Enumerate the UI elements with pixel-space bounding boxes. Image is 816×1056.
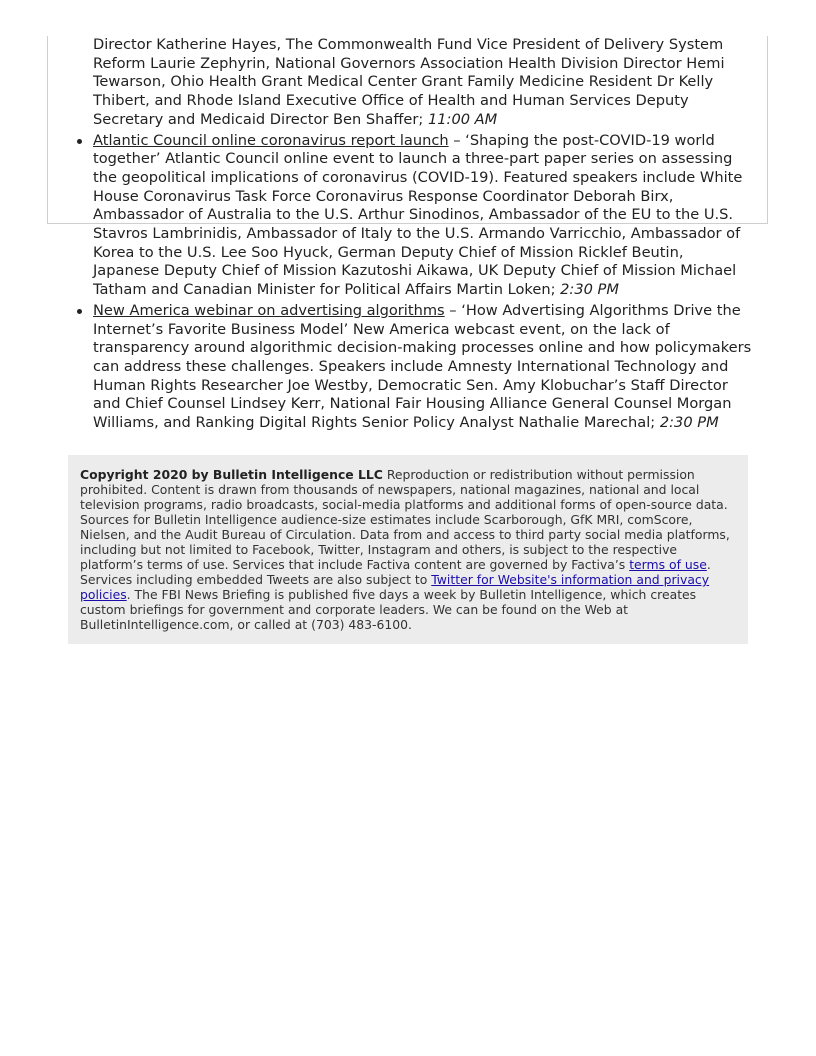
copyright-text: Reproduction or redistribution without permission prohibited. Content is drawn from thousands of newspapers, national magazines, national and local television programs, radio broadcasts, social-media platforms and additional forms of open-source data. Sources for Bulletin Intelligence audience-size estimates include Scarborough, GfK MRI, comScore, Nielsen, and the Audit Bureau of Circulation. Data from and access to third party social media platforms, including but not limited to Facebook, Twitter, Instagram and others, is subject to the respective platform’s terms of use. Services that include Factiva content are governed by Factiva’s — [80, 467, 730, 572]
event-link-atlantic-council[interactable]: Atlantic Council online coronavirus report launch — [93, 131, 449, 149]
event-list — [93, 36, 753, 435]
event-description: – ‘How Advertising Algorithms Drive the Internet’s Favorite Business Model’ New America webcast event, on the lack of transparency around algorithmic decision-making processes online and how policymakers can address these challenges. Speakers include Amnesty International Technology and Human Rights Researcher Joe Westby, Democratic Sen. Amy Klobuchar’s Staff Director and Chief Counsel Lindsey Kerr, National Fair Housing Alliance General Counsel Morgan Williams, and Ranking Digital Rights Senior Policy Analyst Nathalie Marechal; — [93, 301, 752, 432]
terms-of-use-link[interactable]: terms of use — [629, 557, 707, 572]
twitter-privacy-link[interactable]: Twitter for Website's information and privacy policies — [80, 572, 710, 602]
list-item — [93, 36, 753, 130]
event-link-new-america[interactable]: New America webinar on advertising algorithms — [93, 301, 445, 319]
copyright-text: . Services including embedded Tweets are also subject to — [80, 557, 711, 587]
list-item — [93, 132, 753, 300]
copyright-text: . The FBI News Briefing is published five days a week by Bulletin Intelligence, which creates custom briefings for government and corporate leaders. We can be found on the Web at BulletinIntelligence.com, or called at (703) 483-6100. — [80, 587, 697, 632]
copyright-title: Copyright 2020 by Bulletin Intelligence LLC — [80, 467, 383, 482]
event-description: – ‘Shaping the post-COVID-19 world together’ Atlantic Council online event to launch a three-part paper series on assessing the geopolitical implications of coronavirus (COVID-19). Featured speakers include White House Coronavirus Task Force Coronavirus Response Coordinator Deborah Birx, Ambassador of Australia to the U.S. Arthur Sinodinos, Ambassador of the EU to the U.S. Stavros Lambrinidis, Ambassador of Italy to the U.S. Armando Varricchio, Ambassador of Korea to the U.S. Lee Soo Hyuck, German Deputy Chief of Mission Ricklef Beutin, Japanese Deputy Chief of Mission Kazutoshi Aikawa, UK Deputy Chief of Mission Michael Tatham and Canadian Minister for Political Affairs Martin Loken; — [93, 131, 743, 299]
event-time: 2:30 PM — [659, 414, 719, 432]
copyright-notice — [68, 455, 748, 644]
event-description: Director Katherine Hayes, The Commonwealth Fund Vice President of Delivery System Reform Laurie Zephyrin, National Governors Association Health Division Director Hemi Tewarson, Ohio Health Grant Medical Center Grant Family Medicine Resident Dr Kelly Thibert, and Rhode Island Executive Office of Health and Human Services Deputy Secretary and Medicaid Director Ben Shaffer; — [93, 36, 725, 128]
event-time: 11:00 AM — [427, 110, 498, 128]
list-item — [93, 302, 753, 433]
event-time: 2:30 PM — [560, 281, 619, 299]
